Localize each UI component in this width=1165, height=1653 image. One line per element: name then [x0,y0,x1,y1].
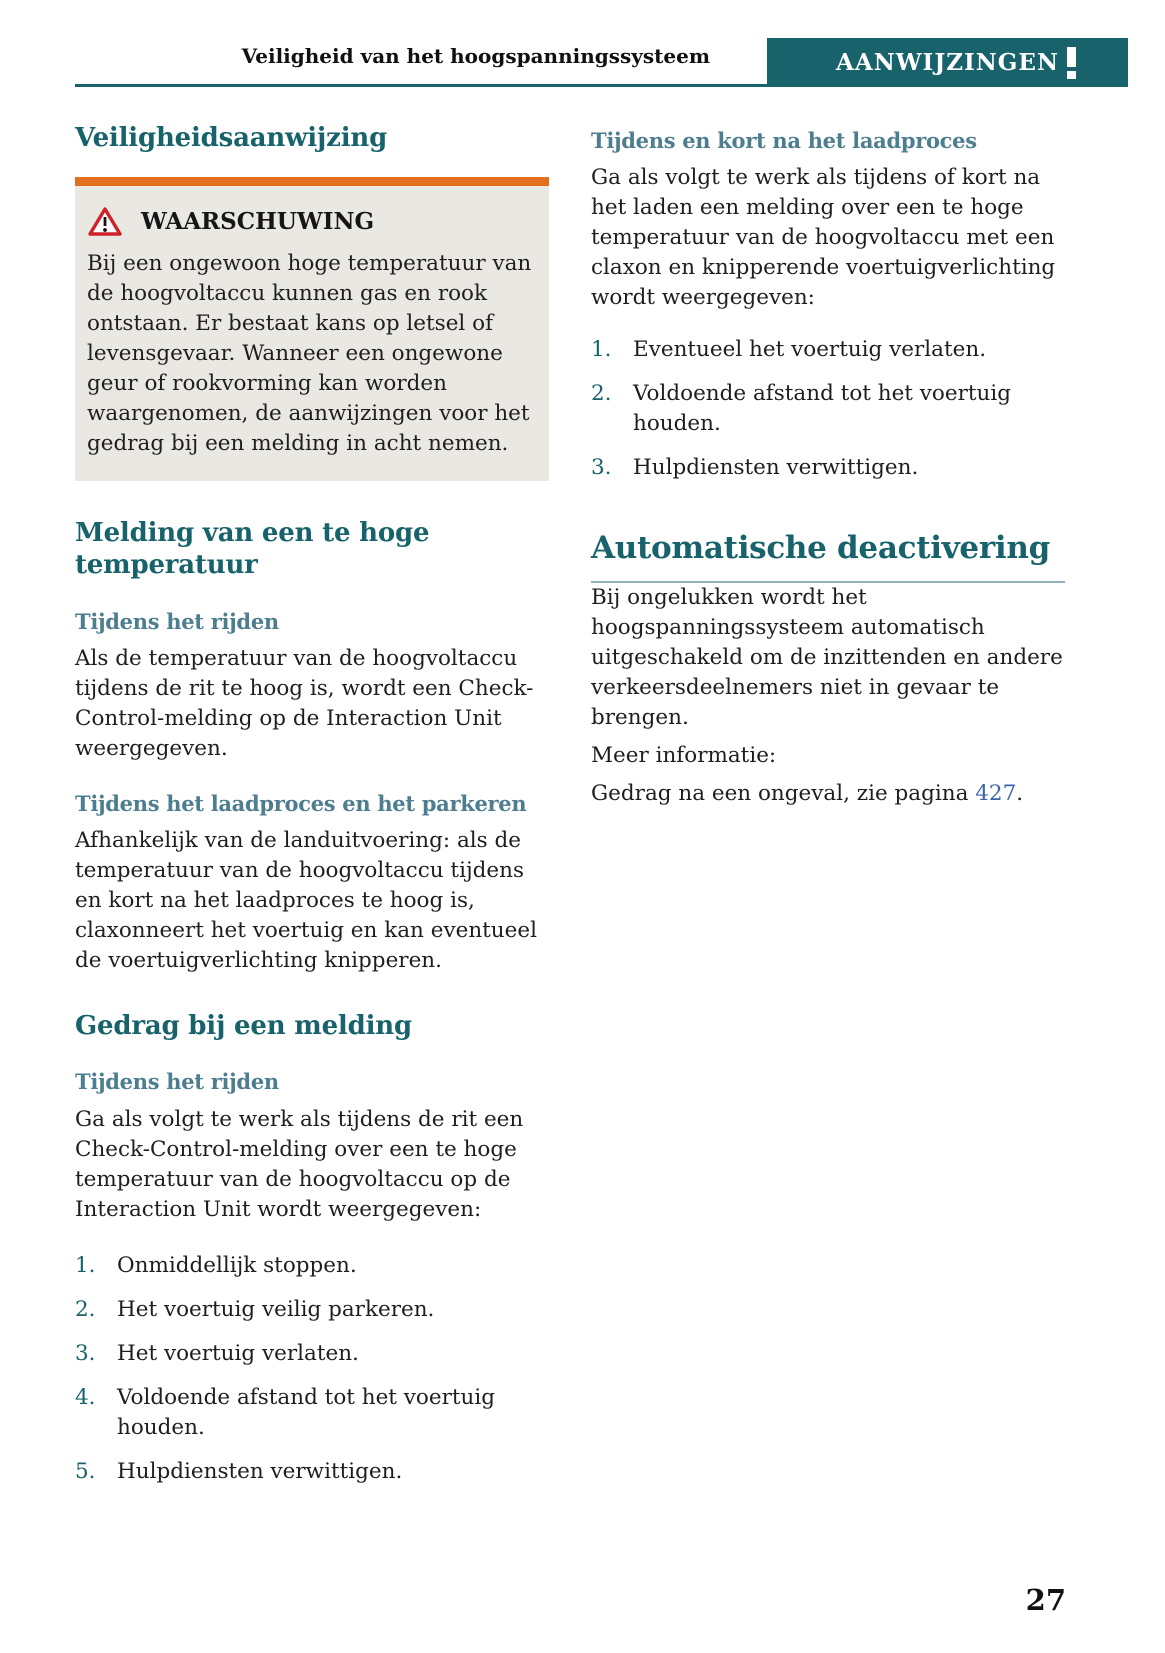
paragraph: Ga als volgt te werk als tijdens of kort na het laden een melding over een te hoge temperatuur van de hoogvoltaccu met een claxon en knipperende voertuigverlichting wordt weergegeven: [591,165,1056,311]
section-title-automatische-deactivering: Automatische deactivering [591,531,1065,583]
warning-triangle-icon [87,206,123,237]
paragraph: Bij ongelukken wordt het hoogspanningssysteem automatisch uitgeschakeld om de inzittenden en andere verkeersdeelnemers niet in gevaar te brengen. [591,584,1063,730]
step-text: Hulpdiensten verwittigen. [117,1458,403,1484]
list-item [75,1339,549,1369]
section-title-melding: Melding van een te hoge temperatuur [75,517,430,580]
step-number: 5. [75,1458,96,1484]
warning-label: WAARSCHUWING [141,207,375,235]
reference-line [591,779,1065,809]
list-item [591,335,1065,365]
right-column [591,112,1065,1501]
list-item [591,379,1065,439]
step-text: Onmiddellijk stoppen. [117,1252,357,1278]
list-item [75,1295,549,1325]
subsection-title-kort-na-laadproces: Tijdens en kort na het laadproces [591,128,977,153]
step-number: 1. [75,1252,96,1278]
steps-list-charging [591,335,1065,483]
subsection-title-laadproces-parkeren: Tijdens het laadproces en het parkeren [75,790,527,816]
step-number: 3. [591,455,612,481]
step-text: Voldoende afstand tot het voertuig houden. [117,1384,496,1440]
section-title-gedrag: Gedrag bij een melding [75,1010,412,1041]
header-divider [75,84,1128,87]
paragraph: Als de temperatuur van de hoogvoltaccu tijdens de rit te hoog is, wordt een Check-Control-melding op de Interaction Unit weergegeven. [75,645,534,761]
page-reference-link[interactable]: 427 [975,780,1017,806]
step-text: Voldoende afstand tot het voertuig houden. [633,381,1012,437]
reference-suffix: . [1016,780,1024,806]
reference-prefix: Gedrag na een ongeval, zie pagina [591,780,976,806]
list-item [591,453,1065,483]
paragraph: Ga als volgt te werk als tijdens de rit een Check-Control-melding over een te hoge temperatuur van de hoogvoltaccu op de Interaction Unit wordt weergegeven: [75,1106,524,1222]
step-number: 4. [75,1384,96,1410]
step-number: 3. [75,1340,96,1366]
step-number: 2. [75,1296,96,1322]
step-text: Het voertuig verlaten. [117,1340,359,1366]
subsection-title-tijdens-het-rijden-2: Tijdens het rijden [75,1069,279,1095]
paragraph: Meer informatie: [591,742,777,768]
subsection-title-tijdens-het-rijden-1: Tijdens het rijden [75,608,279,634]
section-title-veiligheidsaanwijzing: Veiligheidsaanwijzing [75,123,388,153]
exclamation-icon [1067,47,1076,79]
running-header-title: Veiligheid van het hoogspanningssysteem [241,44,710,68]
step-number: 2. [591,381,612,407]
page-number: 27 [1025,1583,1066,1617]
chapter-tab [767,38,1128,87]
warning-header [87,206,535,237]
content-columns [75,112,1065,1501]
list-item [75,1457,549,1487]
warning-text: Bij een ongewoon hoge temperatuur van de hoogvoltaccu kunnen gas en rook ontstaan. Er bestaat kans op letsel of levensgevaar. Wanneer een ongewone geur of rookvorming kan worden waargenomen, de aanwijzingen voor het gedrag bij een melding in acht nemen. [87,250,532,456]
step-text: Het voertuig veilig parkeren. [117,1296,435,1322]
chapter-tab-label: AANWIJZINGEN [836,49,1059,76]
left-column [75,112,549,1501]
step-number: 1. [591,337,612,363]
warning-box [75,177,549,481]
step-text: Eventueel het voertuig verlaten. [633,337,987,363]
list-item [75,1251,549,1281]
paragraph: Afhankelijk van de landuitvoering: als de temperatuur van de hoogvoltaccu tijdens en kort na het laadproces te hoog is, claxonneert het voertuig en kan eventueel de voertuigverlichting knipperen. [75,827,537,973]
steps-list-driving [75,1251,549,1487]
list-item [75,1383,549,1443]
step-text: Hulpdiensten verwittigen. [633,455,919,481]
